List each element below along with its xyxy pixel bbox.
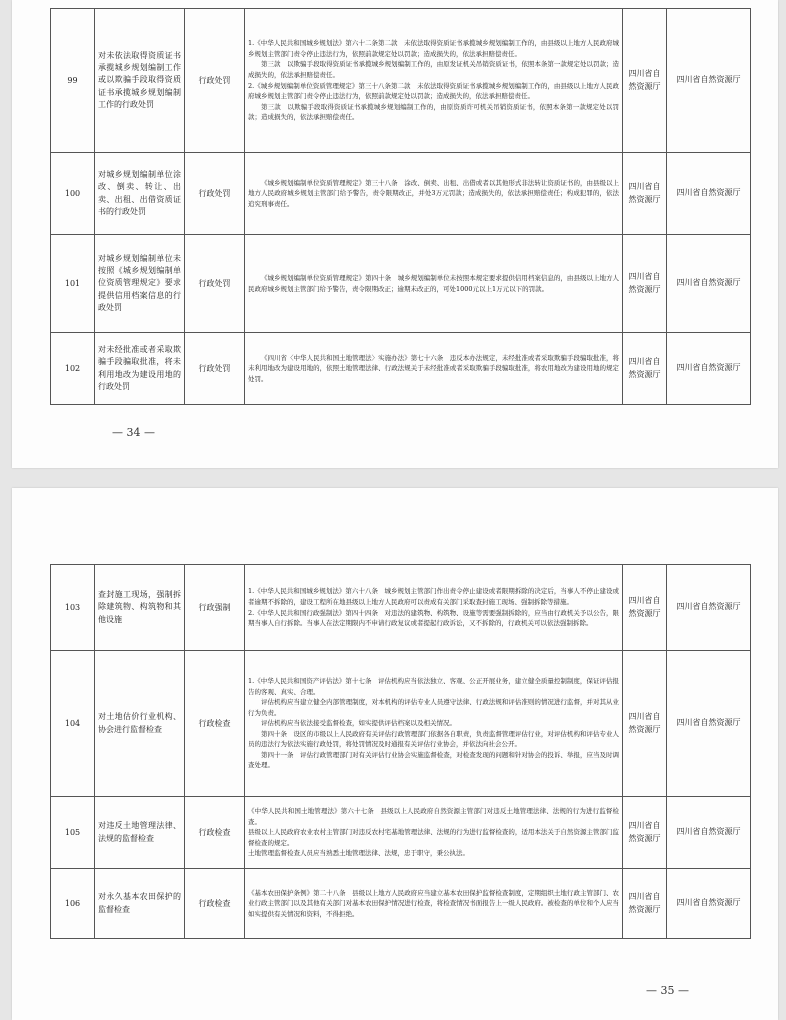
basis-paragraph: 1.《中华人民共和国城乡规划法》第六十二条第二款 未依法取得资质证书承揽城乡规划编制工作的，由县级以上地方人民政府城乡规划主管部门责令停止违法行为，依照前款规定处以罚款；造成损失的，依法承担赔偿责任。 bbox=[248, 39, 619, 58]
item-category: 行政处罚 bbox=[185, 153, 245, 235]
legal-basis bbox=[245, 153, 623, 235]
basis-paragraph: 2.《城乡规划编制单位资质管理规定》第三十八条第二款 未依法取得资质证书承揽城乡规划编制工作的，由县级以上地方人民政府城乡规划主管部门责令停止违法行为，依照前款规定处以罚款；造成损失的，依法承担赔偿责任。 bbox=[248, 81, 619, 101]
basis-paragraph: 2.《中华人民共和国行政强制法》第四十四条 对违法的建筑物、构筑物、设施等需要强制拆除的，应当由行政机关予以公告，限期当事人自行拆除。当事人在法定期限内不申请行政复议或者提起行政诉讼，又不拆除的，行政机关可以依法强制拆除。 bbox=[248, 608, 619, 628]
basis-paragraph: 1.《中华人民共和国资产评估法》第十七条 评估机构应当依法独立、客观、公正开展业务，建立健全质量控制制度，保证评估报告的客观、真实、合理。 bbox=[248, 677, 619, 696]
table-row bbox=[51, 797, 751, 869]
basis-paragraph: 评估机构应当建立健全内部管理制度，对本机构的评估专业人员遵守法律、行政法规和评估准则的情况进行监督，并对其从业行为负责。 bbox=[248, 698, 619, 717]
table-row bbox=[51, 9, 751, 153]
authority-table bbox=[50, 8, 751, 405]
authority-table bbox=[50, 564, 751, 939]
basis-paragraph: 《城乡规划编制单位资质管理规定》第三十八条 涂改、倒卖、出租、出借或者以其他形式非法转让资质证书的，由县级以上地方人民政府城乡规划主管部门给予警告，责令限期改正，并处3万元罚款；造成损失的，依法承担赔偿责任；构成犯罪的，依法追究刑事责任。 bbox=[248, 178, 619, 208]
basis-paragraph: 第三款 以欺骗手段取得资质证书承揽城乡规划编制工作的，由原资质许可机关吊销资质证书，依照本条第一款规定处以罚款；造成损失的，依法承担赔偿责任。 bbox=[248, 102, 619, 122]
basis-paragraph: 《中华人民共和国土地管理法》第六十七条 县级以上人民政府自然资源主管部门对违反土地管理法律、法规的行为进行监督检查。 bbox=[248, 807, 619, 826]
page-number: — 35 — bbox=[646, 984, 689, 997]
responsible-agency: 四川省自然资源厅 bbox=[667, 565, 751, 651]
implementing-agency: 四川省自然资源厅 bbox=[623, 235, 667, 333]
row-number: 104 bbox=[51, 651, 95, 797]
implementing-agency: 四川省自然资源厅 bbox=[623, 797, 667, 869]
legal-basis bbox=[245, 869, 623, 939]
legal-basis bbox=[245, 651, 623, 797]
basis-paragraph: 第三款 以欺骗手段取得资质证书承揽城乡规划编制工作的，由原发证机关吊销资质证书，依照本条第一款规定处以罚款；造成损失的，依法承担赔偿责任。 bbox=[248, 60, 619, 79]
basis-paragraph: 1.《中华人民共和国城乡规划法》第六十八条 城乡规划主管部门作出责令停止建设或者限期拆除的决定后，当事人不停止建设或者逾期不拆除的，建设工程所在地县级以上地方人民政府可以责成有关部门采取查封施工现场、强制拆除等措施。 bbox=[248, 587, 619, 606]
row-number: 100 bbox=[51, 153, 95, 235]
basis-paragraph: 《城乡规划编制单位资质管理规定》第四十条 城乡规划编制单位未按照本规定要求提供信用档案信息的，由县级以上地方人民政府城乡规划主管部门给予警告，责令限期改正；逾期未改正的，可处1000元以上1万元以下的罚款。 bbox=[248, 273, 619, 293]
row-number: 106 bbox=[51, 869, 95, 939]
row-number: 101 bbox=[51, 235, 95, 333]
responsible-agency: 四川省自然资源厅 bbox=[667, 869, 751, 939]
table-row bbox=[51, 869, 751, 939]
item-category: 行政检查 bbox=[185, 651, 245, 797]
table-row bbox=[51, 153, 751, 235]
responsible-agency: 四川省自然资源厅 bbox=[667, 333, 751, 405]
implementing-agency: 四川省自然资源厅 bbox=[623, 869, 667, 939]
document-page-34 bbox=[12, 0, 778, 468]
item-name: 查封施工现场，强制拆除建筑物、构筑物和其他设施 bbox=[95, 565, 185, 651]
implementing-agency: 四川省自然资源厅 bbox=[623, 153, 667, 235]
basis-paragraph: 评估机构应当依法接受监督检查，如实提供评估档案以及相关情况。 bbox=[261, 719, 456, 728]
table-row bbox=[51, 235, 751, 333]
implementing-agency: 四川省自然资源厅 bbox=[623, 651, 667, 797]
item-category: 行政处罚 bbox=[185, 333, 245, 405]
implementing-agency: 四川省自然资源厅 bbox=[623, 565, 667, 651]
responsible-agency: 四川省自然资源厅 bbox=[667, 9, 751, 153]
basis-paragraph: 《基本农田保护条例》第二十八条 县级以上地方人民政府应当建立基本农田保护监督检查制度，定期组织土地行政主管部门、农业行政主管部门以及其他有关部门对基本农田保护情况进行检查，将检查情况书面报告上一级人民政府。被检查的单位和个人应当如实提供有关情况和资料，不得拒绝。 bbox=[248, 888, 619, 918]
responsible-agency: 四川省自然资源厅 bbox=[667, 651, 751, 797]
table-row bbox=[51, 333, 751, 405]
item-name: 对城乡规划编制单位涂改、倒卖、转让、出卖、出租、出借资质证书的行政处罚 bbox=[95, 153, 185, 235]
document-page-35 bbox=[12, 488, 778, 1020]
legal-basis bbox=[245, 565, 623, 651]
item-name: 对违反土地管理法律、法规的监督检查 bbox=[95, 797, 185, 869]
basis-paragraph: 县级以上人民政府农业农村主管部门对违反农村宅基地管理法律、法规的行为进行监督检查的，适用本法关于自然资源主管部门监督检查的规定。 bbox=[248, 828, 619, 847]
item-category: 行政检查 bbox=[185, 869, 245, 939]
basis-paragraph: 第四十条 设区的市级以上人民政府有关评估行政管理部门依据各自职责，负责监督管理评估行业，对评估机构和评估专业人员的违法行为依法实施行政处罚，将处罚情况及时通报有关评估行业协会，并依法向社会公开。 bbox=[248, 729, 619, 749]
basis-paragraph: 土地管理监督检查人员应当熟悉土地管理法律、法规，忠于职守，秉公执法。 bbox=[248, 849, 469, 858]
implementing-agency: 四川省自然资源厅 bbox=[623, 333, 667, 405]
row-number: 105 bbox=[51, 797, 95, 869]
item-name: 对未经批准或者采取欺骗手段骗取批准，将未利用地改为建设用地的行政处罚 bbox=[95, 333, 185, 405]
basis-paragraph: 第四十一条 评估行政管理部门对有关评估行业协会实施监督检查，对检查发现的问题和针对协会的投诉、举报，应当及时调查处理。 bbox=[248, 750, 619, 770]
legal-basis bbox=[245, 235, 623, 333]
responsible-agency: 四川省自然资源厅 bbox=[667, 153, 751, 235]
item-category: 行政检查 bbox=[185, 797, 245, 869]
row-number: 102 bbox=[51, 333, 95, 405]
table-row bbox=[51, 565, 751, 651]
item-name: 对城乡规划编制单位未按照《城乡规划编制单位资质管理规定》要求提供信用档案信息的行政处罚 bbox=[95, 235, 185, 333]
page-number: — 34 — bbox=[112, 426, 155, 439]
row-number: 103 bbox=[51, 565, 95, 651]
item-name: 对永久基本农田保护的监督检查 bbox=[95, 869, 185, 939]
responsible-agency: 四川省自然资源厅 bbox=[667, 797, 751, 869]
legal-basis bbox=[245, 9, 623, 153]
basis-paragraph: 《四川省〈中华人民共和国土地管理法〉实施办法》第七十六条 违反本办法规定，未经批准或者采取欺骗手段骗取批准，将未利用地改为建设用地的，依照土地管理法律、行政法规关于未经批准或者采取欺骗手段骗取批准，将农用地改为建设用地的规定处罚。 bbox=[248, 353, 619, 383]
implementing-agency: 四川省自然资源厅 bbox=[623, 9, 667, 153]
responsible-agency: 四川省自然资源厅 bbox=[667, 235, 751, 333]
legal-basis bbox=[245, 333, 623, 405]
table-row bbox=[51, 651, 751, 797]
item-category: 行政处罚 bbox=[185, 9, 245, 153]
row-number: 99 bbox=[51, 9, 95, 153]
item-name: 对土地估价行业机构、协会进行监督检查 bbox=[95, 651, 185, 797]
item-category: 行政强制 bbox=[185, 565, 245, 651]
legal-basis bbox=[245, 797, 623, 869]
item-category: 行政处罚 bbox=[185, 235, 245, 333]
item-name: 对未依法取得资质证书承揽城乡规划编制工作或以欺骗手段取得资质证书承揽城乡规划编制工作的行政处罚 bbox=[95, 9, 185, 153]
